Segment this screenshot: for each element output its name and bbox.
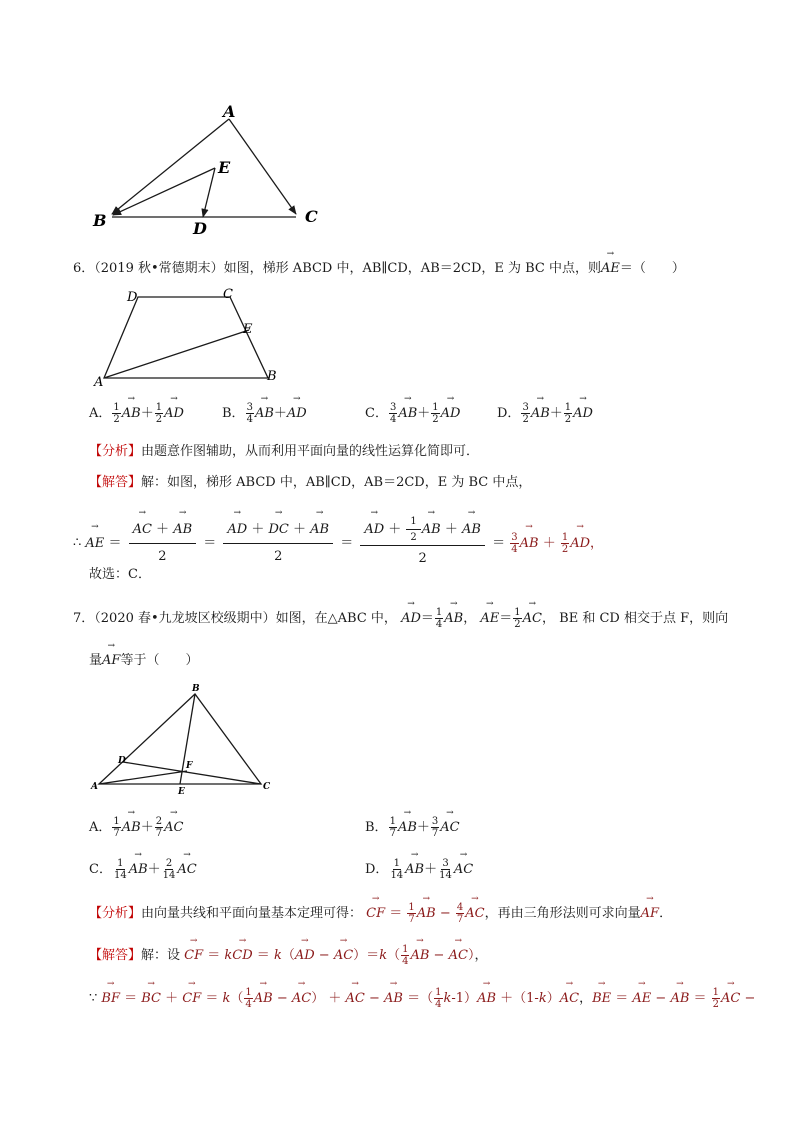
coef-num: 3 bbox=[522, 402, 529, 413]
option-letter: C． bbox=[89, 862, 112, 877]
vec-ab: → AB bbox=[310, 519, 329, 541]
q7-stem: 7．（2020 春•九龙坡区校级期中）如图，在△ABC 中， → AD＝ $\frac{1}{4}$ → AB， → AE＝ $\frac{1}{2}$ → AC， BE 和 CD 相交于点 F，则向 bbox=[73, 607, 728, 630]
coef-num: 3 bbox=[246, 402, 253, 413]
q7-text-post: 等于（ ） bbox=[120, 653, 199, 668]
vec-ad: → AD bbox=[164, 405, 184, 423]
plus-sign: ＋ bbox=[273, 406, 287, 421]
coef-den: 14 bbox=[113, 870, 127, 881]
analysis-text-2: 再由三角形法则可求向量 bbox=[497, 906, 641, 921]
plus-sign: ＋ bbox=[147, 862, 161, 877]
option-letter: A． bbox=[89, 820, 112, 835]
vec-ac: → AC bbox=[449, 947, 468, 965]
vec-ae: → AE bbox=[480, 610, 499, 628]
coef-den: 2 bbox=[155, 414, 163, 425]
vec-ab: → AB bbox=[173, 519, 192, 541]
vec-ab: → AB bbox=[462, 519, 481, 541]
coef-den: 2 bbox=[432, 414, 439, 425]
q6-option-b[interactable] bbox=[222, 402, 307, 425]
answer-text: 解：如图，梯形 ABCD 中，AB∥CD，AB＝2CD，E 为 BC 中点， bbox=[141, 475, 532, 490]
vec-ac: → AC bbox=[346, 990, 365, 1008]
plus-sign: ＋ bbox=[140, 820, 154, 835]
vec-ad: → AD bbox=[287, 405, 307, 423]
vec-ab: → AB bbox=[422, 519, 441, 541]
vec-bf: → BF bbox=[101, 990, 120, 1008]
vec-af: → AF bbox=[102, 652, 120, 670]
coef-den: 7 bbox=[155, 828, 163, 839]
vec-ac: → AC bbox=[164, 819, 183, 837]
plus-sign: ＋ bbox=[140, 406, 154, 421]
vec-ad: → AD bbox=[295, 947, 315, 965]
vec-ab: → AB bbox=[129, 861, 148, 879]
q6-text: 如图，梯形 ABCD 中，AB∥CD，AB＝2CD，E 为 BC 中点，则 bbox=[223, 261, 602, 276]
vec-ad: → AD bbox=[570, 533, 590, 555]
coef-den: 2 bbox=[113, 414, 120, 425]
vec-ab: → AB bbox=[398, 405, 417, 423]
tri-label-d: D bbox=[118, 756, 126, 766]
label-a: A bbox=[223, 102, 236, 121]
trap-label-c: C bbox=[223, 287, 233, 302]
vec-ac: → AC bbox=[440, 819, 459, 837]
vec-ac: → AC bbox=[292, 990, 311, 1008]
coef-den: 7 bbox=[389, 828, 396, 839]
vec-ab: → AB bbox=[398, 819, 417, 837]
q6-answer bbox=[89, 474, 531, 492]
coef-den: 7 bbox=[113, 828, 120, 839]
label-b: B bbox=[93, 211, 107, 230]
vec-ac: → AC bbox=[454, 861, 473, 879]
option-letter: C． bbox=[365, 406, 388, 421]
answer-tag: 【解答】 bbox=[89, 948, 142, 963]
coef-num: 1 bbox=[113, 816, 120, 827]
analysis-text: 由题意作图辅助，从而利用平面向量的线性运算化简即可． bbox=[141, 444, 480, 459]
tri-label-e: E bbox=[178, 787, 185, 795]
vec-af: → AF bbox=[641, 905, 659, 923]
option-letter: B． bbox=[222, 406, 245, 421]
answer-text: 解：设 bbox=[141, 948, 181, 963]
q7-option-d[interactable] bbox=[365, 858, 473, 881]
q7-text: 如图，在△ABC 中， bbox=[275, 611, 397, 626]
coef-num: 1 bbox=[393, 858, 400, 869]
coef-num: 1 bbox=[113, 402, 120, 413]
plus-sign: ＋ bbox=[416, 820, 430, 835]
coef-num: 1 bbox=[432, 402, 439, 413]
vec-cf: → CF bbox=[184, 947, 203, 965]
therefore-sign: ∴ bbox=[73, 535, 82, 551]
tri-label-c: C bbox=[263, 782, 271, 792]
tri-label-f: F bbox=[186, 761, 193, 771]
vec-bc: → BC bbox=[141, 990, 161, 1008]
trap-label-b: B bbox=[267, 369, 277, 384]
coef-num: 3 bbox=[389, 402, 397, 413]
q7-text-mid: BE 和 CD 相交于点 F，则向 bbox=[559, 611, 729, 626]
coef-den: 14 bbox=[439, 870, 452, 881]
option-letter: D． bbox=[365, 862, 389, 877]
coef-den: 14 bbox=[390, 870, 404, 881]
coef-num: 2 bbox=[165, 858, 173, 869]
vec-ad: → AD bbox=[441, 405, 461, 423]
q6-number: 6． bbox=[73, 261, 95, 276]
analysis-tag: 【分析】 bbox=[89, 444, 142, 459]
vec-ab: → AB bbox=[122, 405, 141, 423]
figure-trapezoid bbox=[90, 285, 290, 390]
coef-num: 3 bbox=[442, 858, 449, 869]
vec-ae: → AE bbox=[601, 260, 620, 278]
vec-ab: → AB bbox=[122, 819, 141, 837]
figure-triangle-abc bbox=[85, 680, 285, 795]
vec-ab: → AB bbox=[405, 861, 424, 879]
q7-answer-line2: ∵ → BF ＝ → BC ＋ → CF ＝ k（ $\frac{1}{4}$ → AB − → AC） ＋ → AC − → AB ＝（ $\frac{1}{4}$ k-1）→ AB ＋（1-k）→ AC，→ BE ＝ → AE − → AB ＝ $\frac{1}{2}$ → AC − bbox=[89, 987, 755, 1010]
option-letter: B． bbox=[365, 820, 388, 835]
analysis-tag: 【分析】 bbox=[89, 906, 142, 921]
vec-ab: → AB bbox=[255, 405, 274, 423]
label-d: D bbox=[193, 219, 207, 238]
q6-conclusion: 故选：C． bbox=[89, 567, 151, 582]
label-e: E bbox=[218, 158, 231, 177]
trap-label-d: D bbox=[127, 290, 138, 305]
analysis-text: 由向量共线和平面向量基本定理可得： bbox=[141, 906, 363, 921]
answer-tag: 【解答】 bbox=[89, 475, 142, 490]
q7-option-c[interactable] bbox=[89, 858, 197, 881]
q6-analysis bbox=[89, 443, 479, 461]
coef-den: 4 bbox=[389, 414, 397, 425]
vec-ac: → AC bbox=[560, 990, 579, 1008]
q6-option-c[interactable] bbox=[365, 402, 460, 425]
q7-analysis: 【分析】由向量共线和平面向量基本定理可得： → CF ＝ $\frac{1}{7}$ → AB − $\frac{4}{7}$ → AC，再由三角形法则可求向量→ AF． bbox=[89, 902, 672, 925]
vec-ae: → AE bbox=[85, 533, 104, 555]
vec-cf: → CF bbox=[182, 990, 201, 1008]
vec-ab: → AB bbox=[520, 533, 539, 555]
tri-label-a: A bbox=[91, 782, 98, 792]
vec-ab: → AB bbox=[444, 610, 463, 628]
q6-option-a[interactable] bbox=[89, 402, 184, 425]
coef-num: 3 bbox=[431, 816, 439, 827]
vec-ae: → AE bbox=[632, 990, 651, 1008]
q6-option-d[interactable] bbox=[497, 402, 593, 425]
coef-num: 1 bbox=[389, 816, 396, 827]
vec-ab: → AB bbox=[410, 947, 429, 965]
figure-triangle-abe bbox=[85, 100, 330, 240]
coef-num: 2 bbox=[155, 816, 163, 827]
vec-ab: → AB bbox=[531, 405, 550, 423]
q7-stem-line2 bbox=[89, 652, 198, 670]
coef-den: 2 bbox=[522, 414, 529, 425]
vec-ac: → AC bbox=[721, 990, 740, 1008]
q7-source: （2020 春•九龙坡区校级期中） bbox=[94, 611, 276, 626]
vec-be: → BE bbox=[592, 990, 611, 1008]
coef-den: 7 bbox=[431, 828, 439, 839]
plus-sign: ＋ bbox=[549, 406, 563, 421]
vec-ab: → AB bbox=[384, 990, 403, 1008]
q6-tail: ＝（ ） bbox=[619, 261, 685, 276]
q7-option-b[interactable] bbox=[365, 816, 460, 839]
coef-num: 1 bbox=[155, 402, 163, 413]
vec-ac: → AC bbox=[465, 905, 484, 923]
q6-source: （2019 秋•常德期末） bbox=[94, 261, 224, 276]
vec-cd: → CD bbox=[232, 947, 252, 965]
vec-ad: → AD bbox=[573, 405, 593, 423]
option-letter: D． bbox=[497, 406, 521, 421]
vec-ab: → AB bbox=[670, 990, 689, 1008]
vec-ad: → AD bbox=[401, 610, 421, 628]
plus-sign: ＋ bbox=[417, 406, 431, 421]
label-c: C bbox=[305, 207, 318, 226]
coef-den: 2 bbox=[564, 414, 572, 425]
vec-ad: → AD bbox=[227, 519, 247, 541]
q6-stem bbox=[73, 260, 685, 278]
vec-ad: → AD bbox=[364, 519, 384, 541]
vec-ac: → AC bbox=[334, 947, 353, 965]
q7-text-pre: 量 bbox=[89, 653, 103, 668]
q7-option-a[interactable] bbox=[89, 816, 183, 839]
tri-label-b: B bbox=[192, 684, 200, 694]
coef-den: 4 bbox=[246, 414, 253, 425]
vec-ab: → AB bbox=[254, 990, 273, 1008]
coef-num: 1 bbox=[117, 858, 124, 869]
q7-answer: 【解答】解：设 → CF ＝ k→ CD ＝ k（→ AD − → AC）＝k（ $\frac{1}{4}$ → AB − → AC）， bbox=[89, 944, 487, 967]
option-letter: A． bbox=[89, 406, 112, 421]
vec-ab: → AB bbox=[477, 990, 496, 1008]
vec-cf: → CF bbox=[366, 905, 385, 923]
trap-label-e: E bbox=[243, 322, 253, 337]
vec-ac: → AC bbox=[177, 861, 196, 879]
coef-den: 14 bbox=[162, 870, 176, 881]
vec-ac: → AC bbox=[133, 519, 152, 541]
vec-ac: → AC bbox=[523, 610, 542, 628]
q6-derivation: ∴ → AE ＝ → $\frac{AC + \to AB}{2}$ ＝ → $\frac{AD + \to DC + \to AB}{2}$ ＝ → AD ＋ $\frac{1}{2}$ → AB ＋ → AB 2 ＝ $\frac{3}{4}$ → AB ＋ $\frac{1}{2}$ → AD， bbox=[73, 516, 603, 570]
q7-number: 7． bbox=[73, 611, 95, 626]
vec-dc: → DC bbox=[268, 519, 288, 541]
vec-ab: → AB bbox=[417, 905, 436, 923]
trap-label-a: A bbox=[94, 375, 104, 390]
plus-sign: ＋ bbox=[424, 862, 438, 877]
coef-num: 1 bbox=[564, 402, 572, 413]
